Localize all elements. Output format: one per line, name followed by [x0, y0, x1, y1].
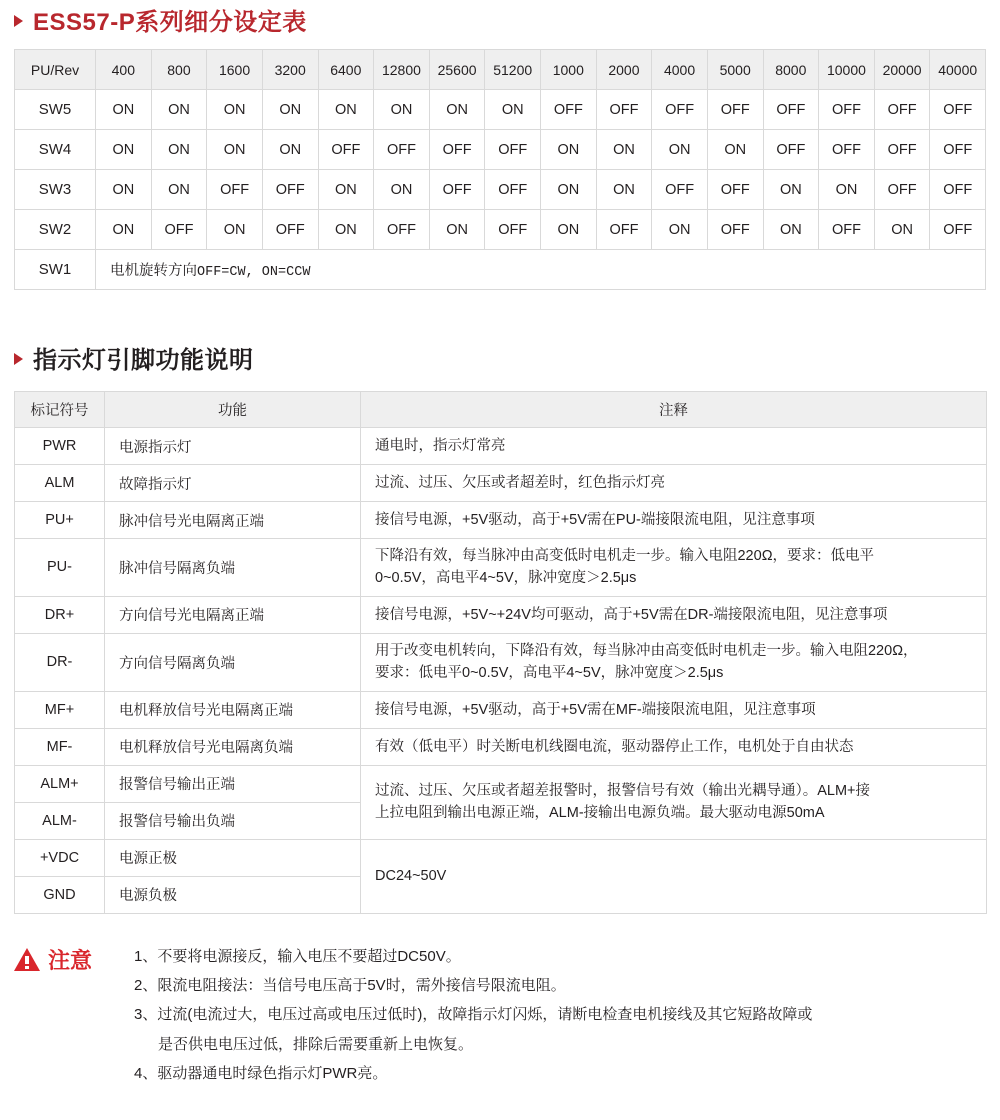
cell: OFF	[930, 210, 986, 250]
cell: ON	[652, 130, 708, 170]
cell: ON	[151, 170, 207, 210]
cell: ON	[819, 170, 875, 210]
notice-block	[0, 942, 1000, 1088]
subdivision-table	[14, 49, 986, 290]
notice-item: 4、驱动器通电时绿色指示灯PWR亮。	[134, 1064, 388, 1082]
cell: OFF	[874, 90, 930, 130]
row-label: SW3	[15, 170, 96, 210]
cell: OFF	[930, 90, 986, 130]
cell: OFF	[874, 170, 930, 210]
pin-symbol: PU-	[15, 539, 105, 597]
cell: OFF	[485, 170, 541, 210]
cell: ON	[374, 90, 430, 130]
pin-function: 脉冲信号光电隔离正端	[105, 502, 361, 539]
cell: ON	[207, 130, 263, 170]
pin-function: 电机释放信号光电隔离正端	[105, 691, 361, 728]
notice-item: 3、过流(电流过大，电压过高或电压过低时)，故障指示灯闪烁，请断电检查电机接线及其它短路故障或	[134, 1006, 813, 1024]
cell: ON	[429, 90, 485, 130]
pin-note: 通电时，指示灯常亮	[361, 428, 987, 465]
cell: ON	[429, 210, 485, 250]
cell: ON	[596, 170, 652, 210]
pin-symbol: ALM-	[15, 802, 105, 839]
col-header-15: 20000	[874, 50, 930, 90]
cell: OFF	[151, 210, 207, 250]
pin-symbol: GND	[15, 876, 105, 913]
pin-note: 过流、过压、欠压或者超差时，红色指示灯亮	[361, 465, 987, 502]
row-label-sw1: SW1	[15, 250, 96, 290]
row-label: SW5	[15, 90, 96, 130]
pin-note	[361, 633, 987, 691]
notice-items	[134, 942, 1000, 1088]
pin-note-alm	[361, 765, 987, 839]
cell: ON	[207, 210, 263, 250]
pin-function: 故障指示灯	[105, 465, 361, 502]
col-header-5: 6400	[318, 50, 374, 90]
table-row	[15, 90, 986, 130]
cell: ON	[541, 210, 597, 250]
cell: OFF	[819, 210, 875, 250]
cell: ON	[96, 170, 152, 210]
pin-function: 报警信号输出正端	[105, 765, 361, 802]
col-header-0: PU/Rev	[15, 50, 96, 90]
cell: OFF	[318, 130, 374, 170]
pin-function: 报警信号输出负端	[105, 802, 361, 839]
pin-symbol: DR+	[15, 596, 105, 633]
col-header-7: 25600	[429, 50, 485, 90]
col-header-9: 1000	[541, 50, 597, 90]
pin-symbol: ALM	[15, 465, 105, 502]
cell: ON	[151, 90, 207, 130]
pin-symbol: ALM+	[15, 765, 105, 802]
col-header-note: 注释	[361, 392, 987, 428]
cell: OFF	[374, 130, 430, 170]
pin-note: 接信号电源，+5V驱动，高于+5V需在PU-端接限流电阻，见注意事项	[361, 502, 987, 539]
section-heading-pin-function	[0, 340, 1000, 375]
pin-note-line: 用于改变电机转向，下降沿有效，每当脉冲由高变低时电机走一步。输入电阻220Ω，	[375, 642, 918, 659]
col-header-function: 功能	[105, 392, 361, 428]
col-header-11: 4000	[652, 50, 708, 90]
table-row	[15, 633, 987, 691]
table-row-sw1	[15, 250, 986, 290]
col-header-1: 400	[96, 50, 152, 90]
cell: OFF	[930, 170, 986, 210]
pin-symbol: +VDC	[15, 839, 105, 876]
pin-symbol: PWR	[15, 428, 105, 465]
col-header-6: 12800	[374, 50, 430, 90]
cell: OFF	[207, 170, 263, 210]
cell: OFF	[262, 170, 318, 210]
table-row	[15, 130, 986, 170]
cell: ON	[707, 130, 763, 170]
pin-symbol: DR-	[15, 633, 105, 691]
warning-icon	[14, 948, 40, 971]
pin-note: 有效（低电平）时关断电机线圈电流，驱动器停止工作，电机处于自由状态	[361, 728, 987, 765]
cell: ON	[763, 210, 819, 250]
table-row	[15, 428, 987, 465]
col-header-12: 5000	[707, 50, 763, 90]
pin-function: 方向信号光电隔离正端	[105, 596, 361, 633]
sw1-direction-note	[96, 250, 986, 290]
notice-item: 是否供电电压过低，排除后需要重新上电恢复。	[158, 1035, 474, 1053]
pin-note-line: 上拉电阻到输出电源正端，ALM-接输出电源负端。最大驱动电源50mA	[375, 805, 825, 822]
cell: OFF	[541, 90, 597, 130]
pin-function: 电源负极	[105, 876, 361, 913]
col-header-8: 51200	[485, 50, 541, 90]
cell: ON	[262, 90, 318, 130]
pin-function-table	[14, 391, 987, 914]
cell: ON	[874, 210, 930, 250]
cell: ON	[374, 170, 430, 210]
cell: OFF	[485, 210, 541, 250]
cell: OFF	[485, 130, 541, 170]
pin-symbol: MF+	[15, 691, 105, 728]
table-row	[15, 465, 987, 502]
cell: OFF	[374, 210, 430, 250]
cell: OFF	[652, 90, 708, 130]
col-header-symbol: 标记符号	[15, 392, 105, 428]
cell: OFF	[652, 170, 708, 210]
table-row	[15, 502, 987, 539]
subdivision-table-wrap	[0, 49, 1000, 290]
cell: OFF	[429, 170, 485, 210]
sw1-note-prefix: 电机旋转方向	[110, 263, 197, 279]
pin-function: 电源正极	[105, 839, 361, 876]
section1-title: ESS57-P系列细分设定表	[33, 9, 307, 36]
col-header-14: 10000	[819, 50, 875, 90]
pin-table-wrap	[0, 391, 1000, 914]
table-header-row	[15, 392, 987, 428]
cell: OFF	[874, 130, 930, 170]
pin-note-vdc: DC24~50V	[361, 839, 987, 913]
cell: OFF	[262, 210, 318, 250]
cell: ON	[541, 170, 597, 210]
cell: ON	[96, 130, 152, 170]
pin-function: 电机释放信号光电隔离负端	[105, 728, 361, 765]
cell: OFF	[819, 90, 875, 130]
cell: ON	[262, 130, 318, 170]
row-label: SW2	[15, 210, 96, 250]
table-row	[15, 596, 987, 633]
pin-note: 接信号电源，+5V驱动，高于+5V需在MF-端接限流电阻，见注意事项	[361, 691, 987, 728]
section2-title: 指示灯引脚功能说明	[33, 347, 254, 374]
cell: OFF	[429, 130, 485, 170]
pin-symbol: PU+	[15, 502, 105, 539]
notice-label	[14, 942, 134, 975]
table-row	[15, 210, 986, 250]
cell: ON	[318, 90, 374, 130]
notice-item: 2、限流电阻接法：当信号电压高于5V时，需外接信号限流电阻。	[134, 977, 566, 995]
col-header-2: 800	[151, 50, 207, 90]
triangle-bullet-icon	[14, 353, 23, 365]
col-header-16: 40000	[930, 50, 986, 90]
table-row	[15, 765, 987, 802]
cell: ON	[763, 170, 819, 210]
cell: OFF	[707, 170, 763, 210]
cell: ON	[318, 210, 374, 250]
table-header-row	[15, 50, 986, 90]
table-row	[15, 728, 987, 765]
pin-note	[361, 539, 987, 597]
row-label: SW4	[15, 130, 96, 170]
cell: OFF	[707, 90, 763, 130]
table-row	[15, 839, 987, 876]
cell: OFF	[763, 90, 819, 130]
col-header-3: 1600	[207, 50, 263, 90]
col-header-10: 2000	[596, 50, 652, 90]
cell: ON	[96, 90, 152, 130]
pin-note-line: 下降沿有效，每当脉冲由高变低时电机走一步。输入电阻220Ω，要求：低电平	[375, 548, 875, 564]
cell: ON	[151, 130, 207, 170]
cell: ON	[485, 90, 541, 130]
section-heading-subdivision	[0, 0, 1000, 37]
cell: OFF	[596, 210, 652, 250]
pin-function: 脉冲信号隔离负端	[105, 539, 361, 597]
cell: OFF	[763, 130, 819, 170]
cell: OFF	[819, 130, 875, 170]
pin-note-line: 0~0.5V，高电平4~5V，脉冲宽度＞2.5μs	[375, 570, 637, 587]
cell: ON	[96, 210, 152, 250]
notice-label-text: 注意	[48, 947, 93, 973]
cell: ON	[652, 210, 708, 250]
pin-note-line: 过流、过压、欠压或者超差报警时，报警信号有效（输出光耦导通）。ALM+接	[375, 782, 871, 799]
col-header-13: 8000	[763, 50, 819, 90]
pin-note-line: 要求：低电平0~0.5V，高电平4~5V，脉冲宽度＞2.5μs	[375, 665, 724, 682]
cell: OFF	[707, 210, 763, 250]
triangle-bullet-icon	[14, 15, 23, 27]
sw1-note-mono: OFF=CW, ON=CCW	[197, 265, 311, 280]
cell: ON	[207, 90, 263, 130]
pin-symbol: MF-	[15, 728, 105, 765]
pin-function: 电源指示灯	[105, 428, 361, 465]
cell: OFF	[930, 130, 986, 170]
col-header-4: 3200	[262, 50, 318, 90]
cell: ON	[318, 170, 374, 210]
table-row	[15, 170, 986, 210]
pin-function: 方向信号隔离负端	[105, 633, 361, 691]
pin-note: 接信号电源，+5V~+24V均可驱动，高于+5V需在DR-端接限流电阻，见注意事项	[361, 596, 987, 633]
notice-item: 1、不要将电源接反，输入电压不要超过DC50V。	[134, 947, 461, 965]
table-row	[15, 539, 987, 597]
cell: ON	[596, 130, 652, 170]
cell: ON	[541, 130, 597, 170]
table-row	[15, 691, 987, 728]
cell: OFF	[596, 90, 652, 130]
